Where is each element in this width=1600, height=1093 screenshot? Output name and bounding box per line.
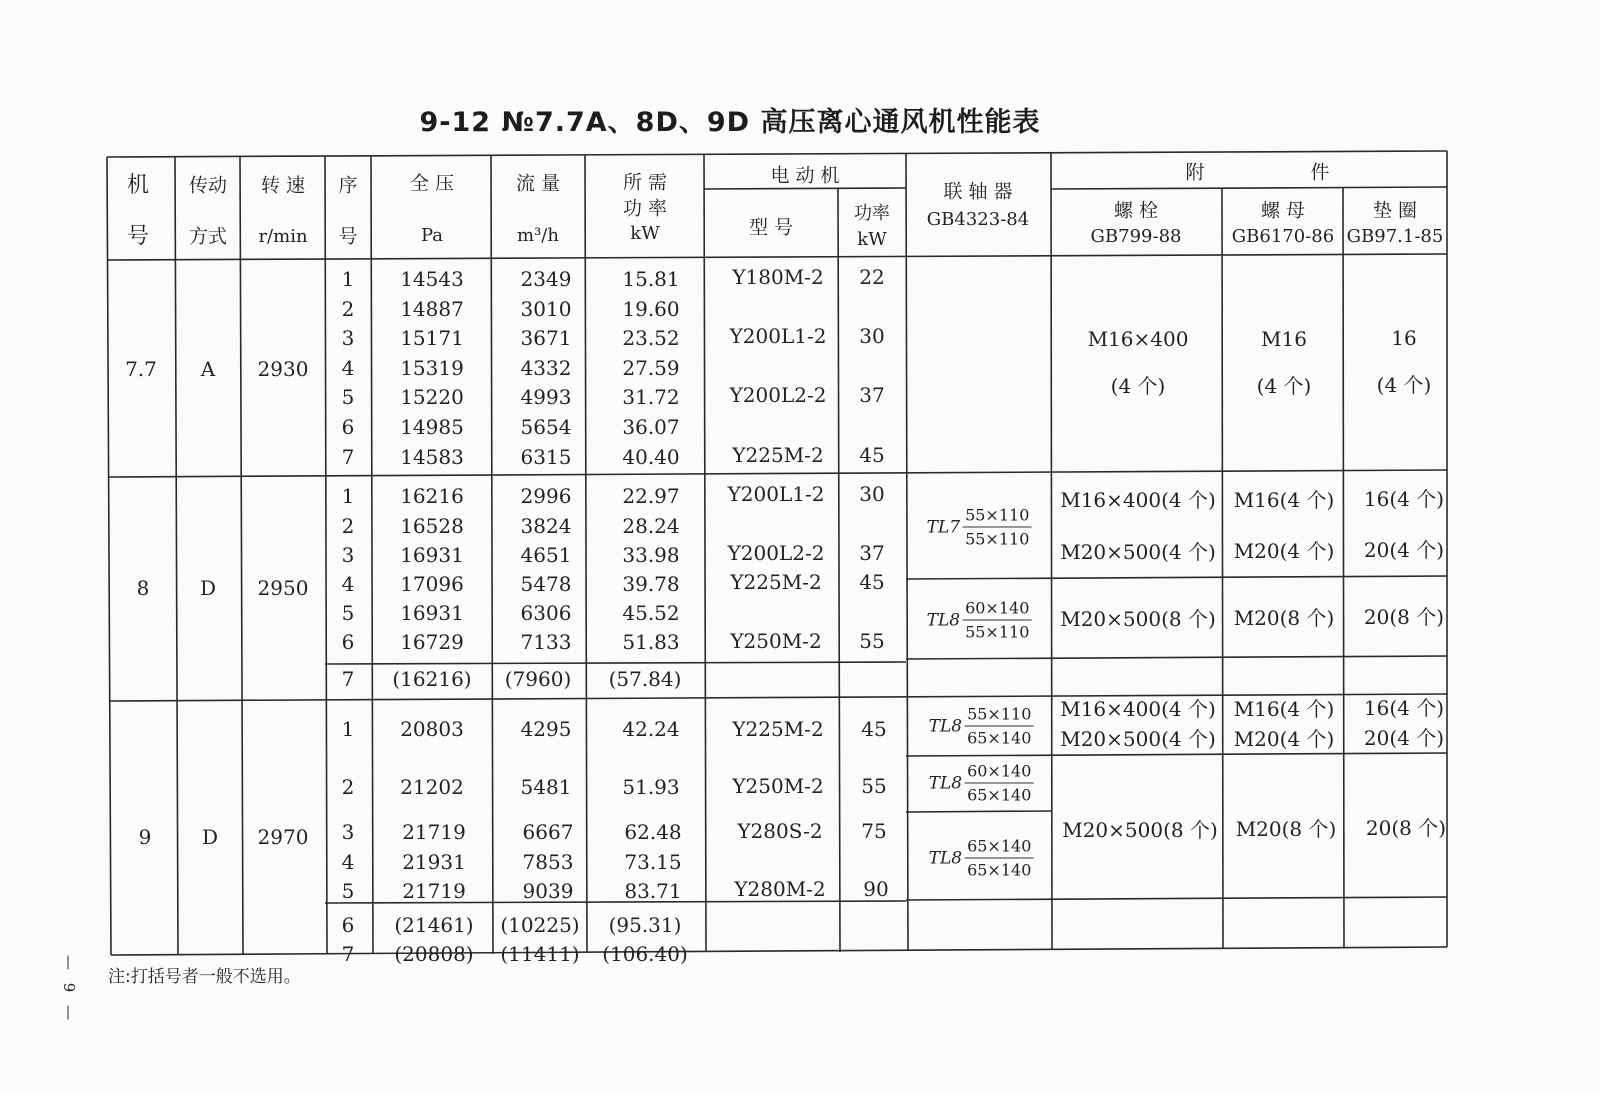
group-drive: A xyxy=(200,357,216,381)
row-seq: 3 xyxy=(341,326,355,350)
header-needpower-3: kW xyxy=(630,223,660,244)
motor-model: Y280M-2 xyxy=(734,877,826,901)
motor-model: Y250M-2 xyxy=(730,629,822,653)
row-power: 83.71 xyxy=(624,879,682,903)
motor-kw: 45 xyxy=(859,443,885,467)
row-pressure: 16216 xyxy=(400,484,464,508)
nut-spec: M16 xyxy=(1261,327,1307,351)
page-number: — 9 — xyxy=(60,955,78,1025)
row-flow: 5478 xyxy=(520,572,572,596)
header-motor-power-1: 功率 xyxy=(854,203,890,224)
motor-kw: 45 xyxy=(861,717,887,741)
row-pressure: 14887 xyxy=(400,297,464,321)
header-motor-model: 型 号 xyxy=(748,216,794,239)
coupling-num: 60×140 xyxy=(965,762,1033,784)
bolt-spec: M16×400(4 个) xyxy=(1060,697,1216,721)
bolt-spec: M16×400 xyxy=(1087,327,1189,351)
coupling-spec xyxy=(927,506,1032,549)
nut-spec: M20(4 个) xyxy=(1233,727,1335,751)
motor-kw: 37 xyxy=(859,383,885,407)
coupling-spec xyxy=(929,762,1034,805)
row-pressure: 16528 xyxy=(400,514,464,538)
row-flow: 4993 xyxy=(520,385,572,409)
group-no: 7.7 xyxy=(125,357,157,381)
row-seq: 5 xyxy=(341,601,355,625)
bolt-spec: M20×500(4 个) xyxy=(1060,540,1216,564)
motor-kw: 75 xyxy=(861,819,887,843)
group-drive: D xyxy=(199,576,217,600)
nut-spec: M20(8 个) xyxy=(1233,606,1335,630)
coupling-den: 65×140 xyxy=(967,728,1032,748)
washer-spec: 20(8 个) xyxy=(1363,605,1445,629)
motor-model: Y200L1-2 xyxy=(727,482,825,506)
coupling-den: 65×140 xyxy=(967,785,1032,805)
row-flow: 3671 xyxy=(520,326,572,350)
header-acc-2: 件 xyxy=(1310,161,1330,184)
bolt-spec: M20×500(4 个) xyxy=(1060,727,1216,751)
motor-kw: 55 xyxy=(861,774,887,798)
header-speed-1: 转 速 xyxy=(260,174,306,197)
coupling-type: TL8 xyxy=(926,610,961,630)
motor-model: Y200L1-2 xyxy=(729,324,827,348)
header-bolt-1: 螺 栓 xyxy=(1113,199,1159,222)
coupling-type: TL7 xyxy=(926,517,961,537)
coupling-den: 65×140 xyxy=(967,860,1032,880)
header-seq-1: 序 xyxy=(338,174,358,197)
row-power: 15.81 xyxy=(622,267,680,291)
bolt-spec: M20×500(8 个) xyxy=(1060,607,1216,631)
washer-spec: 16 xyxy=(1391,326,1417,350)
row-seq: 5 xyxy=(341,385,355,409)
row-pressure: 21719 xyxy=(402,820,466,844)
coupling-num: 60×140 xyxy=(963,599,1031,621)
header-nut-2: GB6170-86 xyxy=(1231,226,1335,247)
coupling-type: TL8 xyxy=(928,848,963,868)
header-motor: 电 动 机 xyxy=(770,164,840,187)
row-seq: 6 xyxy=(341,630,355,654)
coupling-num: 65×140 xyxy=(965,837,1033,859)
header-acc-1: 附 xyxy=(1185,161,1205,184)
row-pressure: 17096 xyxy=(400,572,464,596)
motor-kw: 55 xyxy=(859,629,885,653)
header-speed-2: r/min xyxy=(258,226,308,247)
header-seq-2: 号 xyxy=(338,225,358,248)
footnote: 注:打括号者一般不选用。 xyxy=(108,967,301,987)
header-pressure-1: 全 压 xyxy=(409,172,455,195)
row-pressure: 14583 xyxy=(400,445,464,469)
row-pressure: 16931 xyxy=(400,543,464,567)
row-power: 40.40 xyxy=(622,445,680,469)
row-seq: 7 xyxy=(341,667,355,691)
row-flow: 6667 xyxy=(522,820,574,844)
header-jihao-1: 机 xyxy=(126,173,156,198)
row-power: 19.60 xyxy=(622,297,680,321)
row-flow: 4651 xyxy=(520,543,572,567)
row-seq: 2 xyxy=(341,514,355,538)
row-pressure: 21719 xyxy=(402,879,466,903)
nut-spec: M20(8 个) xyxy=(1235,817,1337,841)
row-seq: 7 xyxy=(341,445,355,469)
motor-model: Y225M-2 xyxy=(730,570,822,594)
row-seq: 2 xyxy=(341,297,355,321)
row-pressure: 14985 xyxy=(400,415,464,439)
header-drive-1: 传动 xyxy=(188,174,228,197)
row-seq: 3 xyxy=(341,543,355,567)
motor-model: Y225M-2 xyxy=(732,717,824,741)
row-power: (95.31) xyxy=(608,913,682,937)
row-power: 28.24 xyxy=(622,514,680,538)
header-washer-1: 垫 圈 xyxy=(1372,199,1418,222)
motor-kw: 22 xyxy=(859,265,885,289)
row-flow: (7960) xyxy=(504,667,572,691)
header-nut-1: 螺 母 xyxy=(1260,199,1306,222)
row-power: 27.59 xyxy=(622,356,680,380)
row-flow: 7133 xyxy=(520,630,572,654)
row-seq: 6 xyxy=(341,415,355,439)
row-seq: 1 xyxy=(341,484,355,508)
header-pressure-2: Pa xyxy=(420,225,444,246)
coupling-den: 55×110 xyxy=(965,529,1030,549)
row-seq: 5 xyxy=(341,879,355,903)
row-pressure: (20808) xyxy=(394,942,474,966)
row-seq: 1 xyxy=(341,267,355,291)
row-seq: 3 xyxy=(341,820,355,844)
nut-spec: M16(4 个) xyxy=(1233,488,1335,512)
washer-spec: 16(4 个) xyxy=(1363,696,1445,720)
row-flow: 4295 xyxy=(520,717,572,741)
washer-qty: (4 个) xyxy=(1376,373,1432,397)
row-pressure: (21461) xyxy=(394,913,474,937)
header-flow-2: m³/h xyxy=(517,225,559,246)
header-jihao-2: 号 xyxy=(126,224,156,249)
group-speed: 2930 xyxy=(257,357,309,381)
washer-spec: 20(8 个) xyxy=(1365,816,1447,840)
row-flow: 2349 xyxy=(520,267,572,291)
header-coupling-2: GB4323-84 xyxy=(926,209,1030,230)
group-speed: 2950 xyxy=(257,576,309,600)
bolt-qty: (4 个) xyxy=(1110,374,1166,398)
header-motor-power-2: kW xyxy=(857,229,887,250)
row-seq: 4 xyxy=(341,356,355,380)
group-no: 9 xyxy=(138,825,152,849)
group-drive: D xyxy=(201,825,219,849)
coupling-spec xyxy=(927,599,1032,642)
coupling-spec xyxy=(929,705,1034,748)
row-pressure: 20803 xyxy=(400,717,464,741)
coupling-den: 55×110 xyxy=(965,622,1030,642)
coupling-num: 55×110 xyxy=(965,705,1033,727)
bolt-spec: M16×400(4 个) xyxy=(1060,488,1216,512)
row-power: (106.40) xyxy=(602,942,688,966)
coupling-type: TL8 xyxy=(928,716,963,736)
washer-spec: 20(4 个) xyxy=(1363,726,1445,750)
row-flow: (11411) xyxy=(500,942,580,966)
motor-model: Y200L2-2 xyxy=(729,383,827,407)
row-seq: 7 xyxy=(341,942,355,966)
motor-model: Y250M-2 xyxy=(732,774,824,798)
motor-kw: 45 xyxy=(859,570,885,594)
row-power: 39.78 xyxy=(622,572,680,596)
row-power: 42.24 xyxy=(622,717,680,741)
group-no: 8 xyxy=(136,576,150,600)
row-seq: 6 xyxy=(341,913,355,937)
row-power: 22.97 xyxy=(622,484,680,508)
nut-spec: M20(4 个) xyxy=(1233,539,1335,563)
motor-model: Y225M-2 xyxy=(732,443,824,467)
header-needpower-1: 所 需 xyxy=(622,171,668,194)
motor-kw: 30 xyxy=(859,324,885,348)
header-bolt-2: GB799-88 xyxy=(1090,226,1182,247)
row-power: 62.48 xyxy=(624,820,682,844)
row-flow: 3824 xyxy=(520,514,572,538)
row-pressure: 16729 xyxy=(400,630,464,654)
header-coupling-1: 联 轴 器 xyxy=(943,180,1013,203)
bolt-spec: M20×500(8 个) xyxy=(1062,818,1218,842)
washer-spec: 20(4 个) xyxy=(1363,538,1445,562)
page-title: 9-12 №7.7A、8D、9D 高压离心通风机性能表 xyxy=(419,107,1041,138)
row-seq: 2 xyxy=(341,775,355,799)
row-seq: 4 xyxy=(341,850,355,874)
row-seq: 1 xyxy=(341,717,355,741)
row-power: 45.52 xyxy=(622,601,680,625)
row-pressure: 21931 xyxy=(402,850,466,874)
motor-kw: 37 xyxy=(859,541,885,565)
coupling-type: TL8 xyxy=(928,773,963,793)
row-pressure: 14543 xyxy=(400,267,464,291)
motor-model: Y280S-2 xyxy=(737,819,823,843)
row-flow: 2996 xyxy=(520,484,572,508)
row-flow: 4332 xyxy=(520,356,572,380)
row-power: 51.93 xyxy=(622,775,680,799)
row-flow: 6315 xyxy=(520,445,572,469)
row-pressure: 16931 xyxy=(400,601,464,625)
row-flow: 5654 xyxy=(520,415,572,439)
row-power: 33.98 xyxy=(622,543,680,567)
row-flow: 3010 xyxy=(520,297,572,321)
row-flow: (10225) xyxy=(500,913,580,937)
nut-spec: M16(4 个) xyxy=(1233,697,1335,721)
row-flow: 5481 xyxy=(520,775,572,799)
header-needpower-2: 功 率 xyxy=(622,197,668,220)
row-pressure: 15171 xyxy=(400,326,464,350)
row-pressure: 21202 xyxy=(400,775,464,799)
motor-model: Y180M-2 xyxy=(732,265,824,289)
row-power: 31.72 xyxy=(622,385,680,409)
coupling-spec xyxy=(929,837,1034,880)
header-washer-2: GB97.1-85 xyxy=(1346,226,1444,247)
row-power: 73.15 xyxy=(624,850,682,874)
group-speed: 2970 xyxy=(257,825,309,849)
row-power: 51.83 xyxy=(622,630,680,654)
motor-model: Y200L2-2 xyxy=(727,541,825,565)
row-pressure: (16216) xyxy=(392,667,472,691)
washer-spec: 16(4 个) xyxy=(1363,487,1445,511)
row-flow: 7853 xyxy=(522,850,574,874)
row-seq: 4 xyxy=(341,572,355,596)
row-pressure: 15220 xyxy=(400,385,464,409)
header-flow-1: 流 量 xyxy=(515,172,561,195)
row-flow: 6306 xyxy=(520,601,572,625)
motor-kw: 30 xyxy=(859,482,885,506)
row-power: (57.84) xyxy=(608,667,682,691)
row-flow: 9039 xyxy=(522,879,574,903)
row-power: 23.52 xyxy=(622,326,680,350)
row-power: 36.07 xyxy=(622,415,680,439)
row-pressure: 15319 xyxy=(400,356,464,380)
header-drive-2: 方式 xyxy=(188,225,228,248)
motor-kw: 90 xyxy=(863,877,889,901)
coupling-num: 55×110 xyxy=(963,506,1031,528)
nut-qty: (4 个) xyxy=(1256,374,1312,398)
